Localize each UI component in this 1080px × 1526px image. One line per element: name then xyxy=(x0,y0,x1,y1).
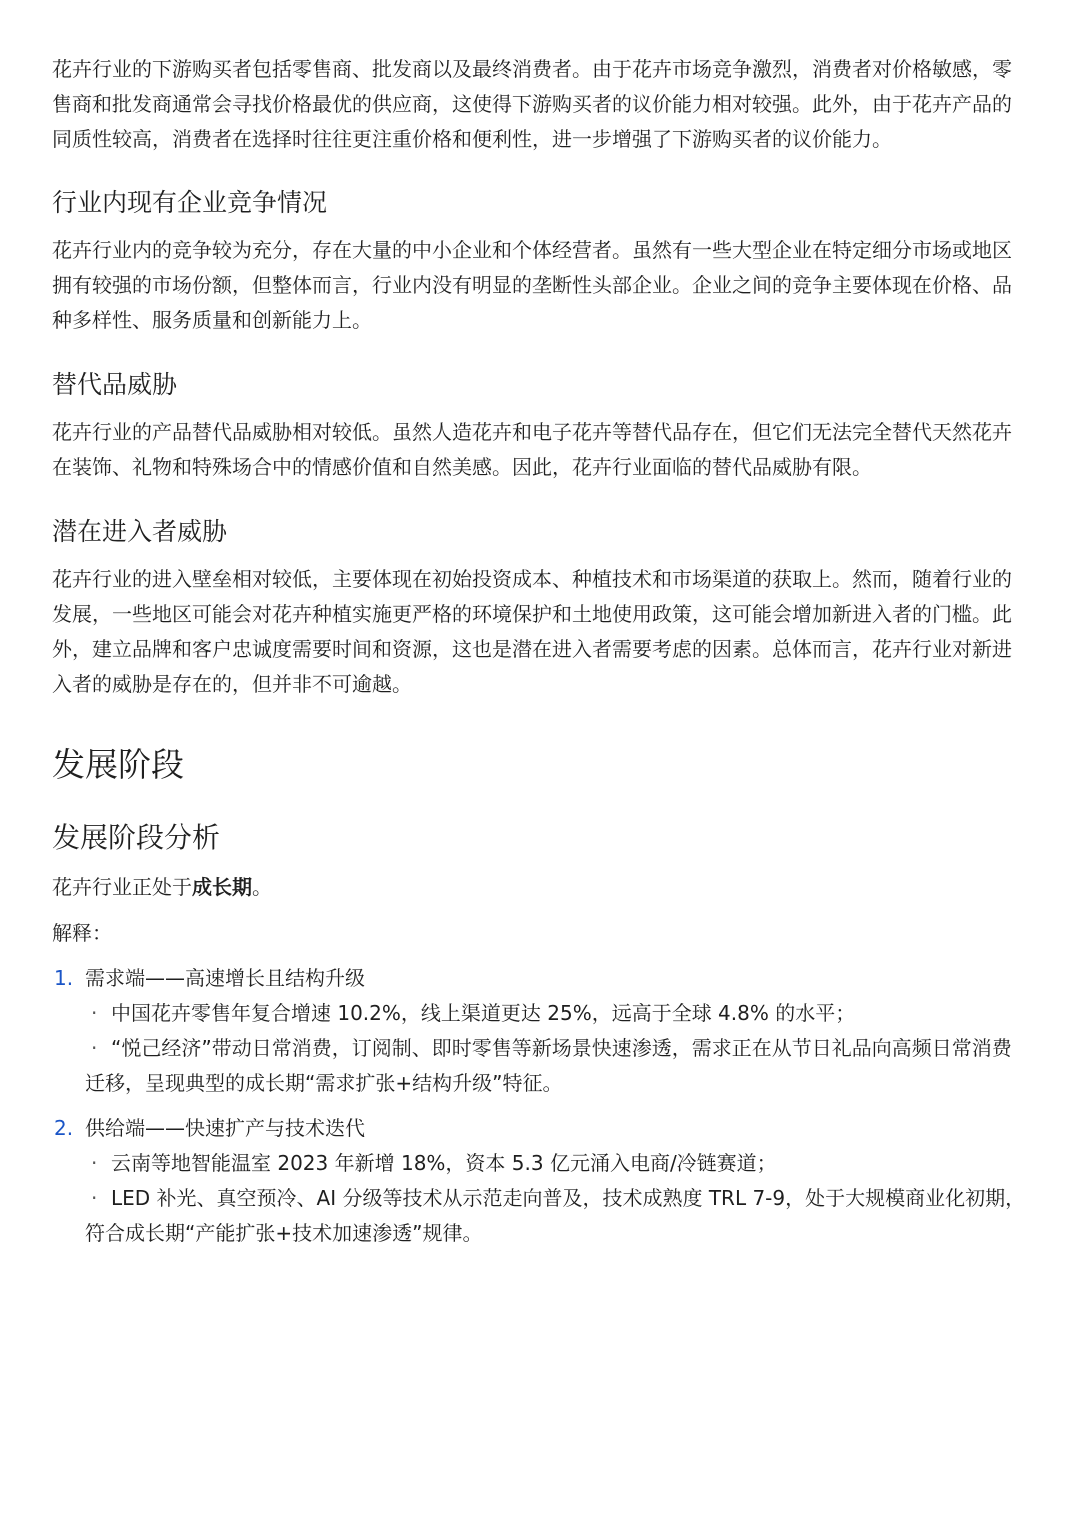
list-item-demand xyxy=(52,961,1028,1101)
list-point-text: “悦己经济”带动日常消费，订阅制、即时零售等新场景快速渗透，需求正在从节日礼品向高频日常消费迁移，呈现典型的成长期“需求扩张+结构升级”特征。 xyxy=(85,1036,1012,1095)
bullet-icon: · xyxy=(91,1151,98,1175)
substitutes-heading: 替代品威胁 xyxy=(52,370,178,399)
bullet-icon: · xyxy=(91,1036,98,1060)
list-item-title: 需求端——高速增长且结构升级 xyxy=(85,966,365,990)
stage-statement-suffix: 。 xyxy=(252,875,272,899)
list-number: 1. xyxy=(54,966,74,990)
list-point-text: LED 补光、真空预冷、AI 分级等技术从示范走向普及，技术成熟度 TRL 7-9，处于大规模商业化初期，符合成长期“产能扩张+技术加速渗透”规律。 xyxy=(85,1186,1026,1245)
list-item-supply xyxy=(52,1111,1028,1251)
bullet-icon: · xyxy=(91,1001,98,1025)
list-number: 2. xyxy=(54,1116,74,1140)
substitutes-paragraph: 花卉行业的产品替代品威胁相对较低。虽然人造花卉和电子花卉等替代品存在，但它们无法完全替代天然花卉在装饰、礼物和特殊场合中的情感价值和自然美感。因此，花卉行业面临的替代品威胁有限。 xyxy=(52,420,1012,479)
list-point xyxy=(85,1181,1028,1251)
intro-paragraph: 花卉行业的下游购买者包括零售商、批发商以及最终消费者。由于花卉市场竞争激烈，消费者对价格敏感，零售商和批发商通常会寻找价格最优的供应商，这使得下游购买者的议价能力相对较强。此外，由于花卉产品的同质性较高，消费者在选择时往往更注重价格和便利性，进一步增强了下游购买者的议价能力。 xyxy=(52,57,1012,151)
competition-paragraph: 花卉行业内的竞争较为充分，存在大量的中小企业和个体经营者。虽然有一些大型企业在特定细分市场或地区拥有较强的市场份额，但整体而言，行业内没有明显的垄断性头部企业。企业之间的竞争主要体现在价格、品种多样性、服务质量和创新能力上。 xyxy=(52,238,1012,332)
stage-statement xyxy=(52,870,1028,905)
stage-statement-prefix: 花卉行业正处于 xyxy=(52,875,192,899)
list-item-title: 供给端——快速扩产与技术迭代 xyxy=(85,1116,365,1140)
entrants-paragraph: 花卉行业的进入壁垒相对较低，主要体现在初始投资成本、种植技术和市场渠道的获取上。然而，随着行业的发展，一些地区可能会对花卉种植实施更严格的环境保护和土地使用政策，这可能会增加新进入者的门槛。此外，建立品牌和客户忠诚度需要时间和资源，这也是潜在进入者需要考虑的因素。总体而言，花卉行业对新进入者的威胁是存在的，但并非不可逾越。 xyxy=(52,567,1012,696)
list-point-text: 云南等地智能温室 2023 年新增 18%，资本 5.3 亿元涌入电商/冷链赛道； xyxy=(111,1151,777,1175)
bullet-icon: · xyxy=(91,1186,98,1210)
competition-heading: 行业内现有企业竞争情况 xyxy=(52,188,328,217)
stage-analysis-heading: 发展阶段分析 xyxy=(52,821,221,854)
stage-statement-bold: 成长期 xyxy=(192,875,252,899)
list-point xyxy=(85,1031,1028,1101)
entrants-heading: 潜在进入者威胁 xyxy=(52,517,228,546)
stage-list xyxy=(52,961,1028,1251)
list-point-text: 中国花卉零售年复合增速 10.2%，线上渠道更达 25%，远高于全球 4.8% 的水平； xyxy=(111,1001,856,1025)
list-point xyxy=(85,1146,1028,1181)
explain-label: 解释： xyxy=(52,921,112,945)
list-point xyxy=(85,996,1028,1031)
stage-heading: 发展阶段 xyxy=(52,745,184,784)
